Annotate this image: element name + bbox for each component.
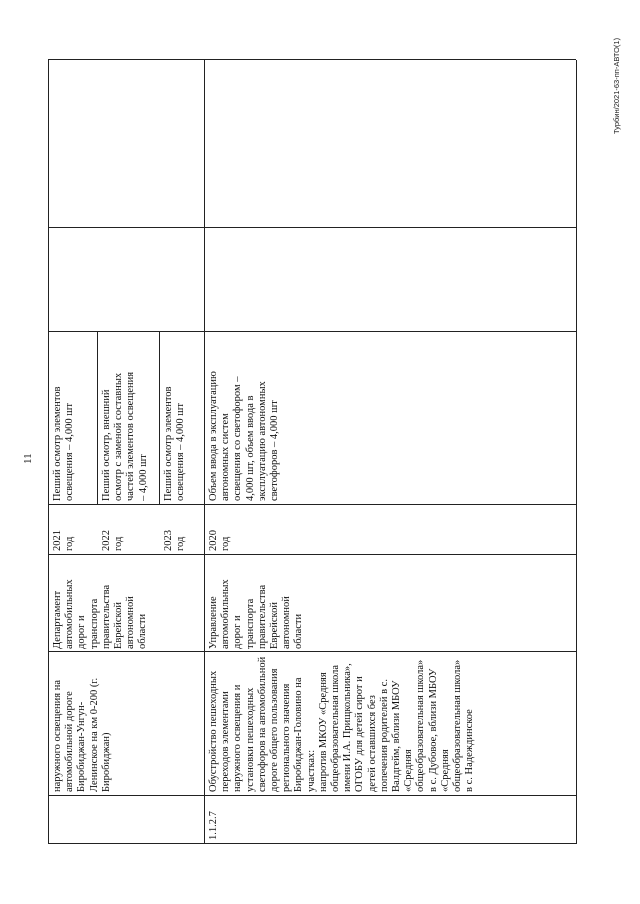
row-0-executor: Департамент автомобильных дорог и транспорта правительства Еврейской автономной области: [52, 579, 149, 649]
page-number: 11: [22, 453, 34, 464]
row-0-result-1: Пеший осмотр элементов освещения – 4,000 шт: [52, 386, 76, 501]
subrow-divider-1: [97, 332, 98, 505]
col-line: [48, 795, 576, 796]
footer-code: Турбин/2021-63-пп-АВТО(1): [612, 37, 621, 134]
col-line: [48, 843, 576, 844]
row-0-result-3: Пеший осмотр элементов освещения – 4,000 шт: [163, 386, 187, 501]
row-0-year-2: 2022 год: [101, 530, 125, 551]
row-1-event: Обустройство пешеходных переходов элементами наружного освещения и установки пешеходных светофоров на автомобильной дороге общего пользования регионального значения Биробиджан-Головино на участках: напротив МКОУ «Средняя общеобразовательная школа имени И.А. Прищкольника», ОГОБУ для детей сирот и детей оставшихся без попечения родителей в с. Валдгейм, вблизи МБОУ «Средняя общеобразовательная школа» в с. Дубовое, вблизи МБОУ «Средняя общеобразовательная школа» в с. Надеждинское: [208, 656, 476, 792]
row-0-result-2: Пеший осмотр, внешний осмотр с заменой составных частей элементов освещения – 4,000 шт: [101, 371, 149, 501]
row-0-event: наружного освещения на автомобильной дороге Биробиджан-Унгун- Ленинское на км 0-200 (г. Биробиджан): [52, 677, 112, 792]
col-line: [48, 331, 576, 332]
row-0-year-3: 2023 год: [163, 530, 187, 551]
col-line: [48, 227, 576, 228]
row-1-number: 1.1.2.7: [208, 811, 219, 840]
subrow-divider-2: [159, 332, 160, 505]
row-0-year-1: 2021 год: [52, 530, 76, 551]
row-divider: [204, 60, 205, 844]
col-line: [48, 504, 576, 505]
col-line: [48, 59, 576, 60]
row-1-executor: Управление автомобильных дорог и транспорта правительства Еврейской автономной области: [208, 579, 305, 649]
row-1-result-1: Объем ввода в эксплуатацию автономных систем освещения со светофором – 4,000 шт, объем ввода в эксплуатацию автономных светофоров – 4,000 шт: [208, 371, 281, 501]
table-border-bottom: [576, 60, 577, 844]
col-line: [48, 554, 576, 555]
table-border-top: [48, 60, 49, 844]
row-1-year-1: 2020 год: [208, 530, 232, 551]
